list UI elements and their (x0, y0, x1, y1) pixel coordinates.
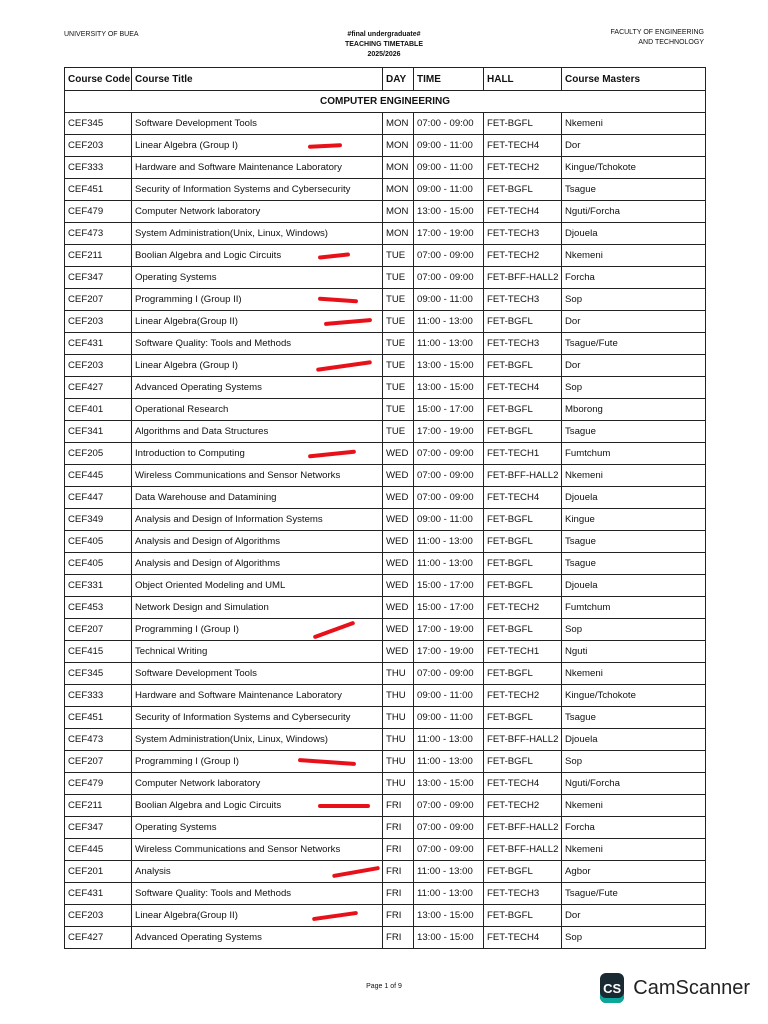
cell-course-masters: Djouela (562, 223, 706, 245)
cell-course-masters: Dor (562, 311, 706, 333)
cell-course-masters: Dor (562, 355, 706, 377)
cell-day: TUE (383, 399, 414, 421)
cell-course-title: Advanced Operating Systems (132, 377, 383, 399)
table-row (65, 641, 706, 663)
table-row (65, 619, 706, 641)
cell-day: MON (383, 201, 414, 223)
cell-hall: FET-TECH2 (484, 685, 562, 707)
cell-course-masters: Nkemeni (562, 465, 706, 487)
cell-course-code: CEF207 (65, 751, 132, 773)
cell-course-title: Computer Network laboratory (132, 201, 383, 223)
cell-course-masters: Tsague/Fute (562, 883, 706, 905)
cell-course-code: CEF405 (65, 531, 132, 553)
cell-time: 09:00 - 11:00 (414, 289, 484, 311)
cell-hall: FET-BGFL (484, 751, 562, 773)
faculty-line-2: AND TECHNOLOGY (638, 39, 704, 46)
cell-day: TUE (383, 355, 414, 377)
cell-course-masters: Agbor (562, 861, 706, 883)
camscanner-watermark (600, 968, 750, 1008)
table-row (65, 245, 706, 267)
table-row (65, 487, 706, 509)
cell-course-title: Computer Network laboratory (132, 773, 383, 795)
cell-course-masters: Djouela (562, 487, 706, 509)
cell-time: 09:00 - 11:00 (414, 685, 484, 707)
cell-course-code: CEF347 (65, 267, 132, 289)
cell-hall: FET-BFF-HALL2 (484, 267, 562, 289)
cell-course-masters: Sop (562, 289, 706, 311)
cell-course-code: CEF415 (65, 641, 132, 663)
cell-time: 17:00 - 19:00 (414, 641, 484, 663)
cell-hall: FET-BGFL (484, 905, 562, 927)
section-title: COMPUTER ENGINEERING (65, 91, 706, 113)
cell-course-title: Linear Algebra (Group I) (132, 355, 383, 377)
table-row (65, 883, 706, 905)
cell-course-masters: Tsague (562, 707, 706, 729)
red-pen-mark (316, 360, 372, 372)
cell-course-title: Software Quality: Tools and Methods (132, 333, 383, 355)
cell-hall: FET-BGFL (484, 355, 562, 377)
cell-day: THU (383, 707, 414, 729)
faculty-line-1: FACULTY OF ENGINEERING (610, 29, 704, 36)
cell-hall: FET-TECH4 (484, 773, 562, 795)
cell-hall: FET-TECH3 (484, 289, 562, 311)
heading-line-3: 2025/2026 (367, 51, 401, 58)
cell-day: MON (383, 223, 414, 245)
red-pen-mark (318, 297, 358, 304)
cell-time: 11:00 - 13:00 (414, 553, 484, 575)
table-row (65, 509, 706, 531)
cell-day: TUE (383, 377, 414, 399)
table-row (65, 377, 706, 399)
table-row (65, 289, 706, 311)
cell-time: 07:00 - 09:00 (414, 443, 484, 465)
cell-hall: FET-BGFL (484, 311, 562, 333)
cell-day: WED (383, 487, 414, 509)
cell-course-masters: Nkemeni (562, 113, 706, 135)
cell-course-masters: Sop (562, 377, 706, 399)
cell-course-masters: Sop (562, 927, 706, 949)
cell-course-masters: Djouela (562, 575, 706, 597)
cell-course-code: CEF333 (65, 685, 132, 707)
cell-course-code: CEF203 (65, 355, 132, 377)
red-pen-mark (312, 911, 358, 921)
cell-day: FRI (383, 883, 414, 905)
column-header-time: TIME (414, 68, 484, 91)
table-row (65, 927, 706, 949)
timetable-heading (284, 30, 484, 60)
cell-course-title: Analysis and Design of Information Systems (132, 509, 383, 531)
cell-course-code: CEF201 (65, 861, 132, 883)
cell-hall: FET-TECH4 (484, 487, 562, 509)
cell-course-code: CEF451 (65, 179, 132, 201)
cell-day: MON (383, 157, 414, 179)
cell-hall: FET-BFF-HALL2 (484, 729, 562, 751)
cell-course-masters: Nguti/Forcha (562, 201, 706, 223)
cell-course-masters: Forcha (562, 817, 706, 839)
cell-day: WED (383, 465, 414, 487)
cell-day: FRI (383, 927, 414, 949)
cell-hall: FET-BFF-HALL2 (484, 817, 562, 839)
cell-course-masters: Fumtchum (562, 597, 706, 619)
red-pen-mark (324, 318, 372, 326)
cell-course-title: Wireless Communications and Sensor Networks (132, 839, 383, 861)
table-row (65, 201, 706, 223)
cell-course-code: CEF479 (65, 201, 132, 223)
table-row (65, 751, 706, 773)
cell-course-code: CEF445 (65, 465, 132, 487)
cell-time: 13:00 - 15:00 (414, 201, 484, 223)
cell-time: 09:00 - 11:00 (414, 509, 484, 531)
cell-time: 09:00 - 11:00 (414, 707, 484, 729)
cell-course-masters: Tsague (562, 531, 706, 553)
red-pen-mark (318, 804, 370, 808)
red-pen-mark (308, 143, 342, 149)
cell-hall: FET-BGFL (484, 553, 562, 575)
heading-line-2: TEACHING TIMETABLE (344, 41, 424, 48)
cell-course-title: Linear Algebra(Group II) (132, 905, 383, 927)
cell-course-masters: Sop (562, 751, 706, 773)
table-row (65, 421, 706, 443)
cell-hall: FET-TECH2 (484, 245, 562, 267)
cell-course-title: Wireless Communications and Sensor Networks (132, 465, 383, 487)
table-row (65, 135, 706, 157)
cell-course-title: Software Quality: Tools and Methods (132, 883, 383, 905)
cell-course-title: Hardware and Software Maintenance Laboratory (132, 157, 383, 179)
cell-time: 09:00 - 11:00 (414, 157, 484, 179)
camscanner-text: CamScanner (633, 976, 750, 999)
timetable-table (64, 67, 706, 949)
cell-course-code: CEF347 (65, 817, 132, 839)
cell-course-code: CEF431 (65, 883, 132, 905)
cell-hall: FET-BFF-HALL2 (484, 839, 562, 861)
cell-course-code: CEF333 (65, 157, 132, 179)
cell-hall: FET-TECH1 (484, 443, 562, 465)
table-row (65, 817, 706, 839)
cell-course-masters: Nkemeni (562, 663, 706, 685)
table-row (65, 861, 706, 883)
cell-time: 11:00 - 13:00 (414, 751, 484, 773)
table-row (65, 795, 706, 817)
cell-time: 11:00 - 13:00 (414, 883, 484, 905)
cell-hall: FET-TECH2 (484, 795, 562, 817)
section-row (65, 91, 706, 113)
cell-course-masters: Dor (562, 905, 706, 927)
cell-day: THU (383, 663, 414, 685)
cell-day: TUE (383, 421, 414, 443)
red-pen-mark (332, 866, 380, 878)
cell-time: 09:00 - 11:00 (414, 135, 484, 157)
cell-course-code: CEF447 (65, 487, 132, 509)
cell-course-code: CEF453 (65, 597, 132, 619)
cell-course-masters: Djouela (562, 729, 706, 751)
cell-course-code: CEF331 (65, 575, 132, 597)
cell-time: 13:00 - 15:00 (414, 773, 484, 795)
cell-course-masters: Nkemeni (562, 795, 706, 817)
cell-day: WED (383, 443, 414, 465)
cell-course-code: CEF431 (65, 333, 132, 355)
cell-course-masters: Nguti (562, 641, 706, 663)
cell-course-title: Operational Research (132, 399, 383, 421)
cell-course-title: Analysis and Design of Algorithms (132, 531, 383, 553)
cell-course-title: Operating Systems (132, 267, 383, 289)
cell-time: 07:00 - 09:00 (414, 817, 484, 839)
heading-line-1: #final undergraduate# (347, 31, 421, 38)
cell-course-code: CEF479 (65, 773, 132, 795)
cell-time: 13:00 - 15:00 (414, 905, 484, 927)
cell-day: FRI (383, 839, 414, 861)
cell-course-title: System Administration(Unix, Linux, Windows) (132, 729, 383, 751)
cell-time: 17:00 - 19:00 (414, 223, 484, 245)
cell-course-masters: Tsague (562, 179, 706, 201)
cell-day: MON (383, 113, 414, 135)
cell-course-title: Analysis and Design of Algorithms (132, 553, 383, 575)
cell-time: 17:00 - 19:00 (414, 421, 484, 443)
cell-course-title: Programming I (Group I) (132, 619, 383, 641)
cell-course-title: Technical Writing (132, 641, 383, 663)
cell-time: 11:00 - 13:00 (414, 333, 484, 355)
cell-course-title: Programming I (Group I) (132, 751, 383, 773)
camscanner-logo-icon: CS (600, 973, 624, 1003)
cell-course-code: CEF203 (65, 135, 132, 157)
cell-day: WED (383, 575, 414, 597)
cell-course-code: CEF451 (65, 707, 132, 729)
cell-day: FRI (383, 861, 414, 883)
cell-time: 15:00 - 17:00 (414, 399, 484, 421)
cell-day: THU (383, 751, 414, 773)
cell-hall: FET-BGFL (484, 619, 562, 641)
cell-course-title: Software Development Tools (132, 113, 383, 135)
cell-day: WED (383, 597, 414, 619)
table-row (65, 333, 706, 355)
cell-hall: FET-TECH2 (484, 597, 562, 619)
cell-course-title: Data Warehouse and Datamining (132, 487, 383, 509)
cell-course-title: Hardware and Software Maintenance Laboratory (132, 685, 383, 707)
cell-course-masters: Sop (562, 619, 706, 641)
cell-hall: FET-TECH1 (484, 641, 562, 663)
table-row (65, 773, 706, 795)
table-row (65, 597, 706, 619)
cell-time: 11:00 - 13:00 (414, 729, 484, 751)
cell-course-title: Advanced Operating Systems (132, 927, 383, 949)
table-row (65, 113, 706, 135)
cell-course-masters: Forcha (562, 267, 706, 289)
cell-day: TUE (383, 245, 414, 267)
cell-hall: FET-TECH3 (484, 223, 562, 245)
cell-hall: FET-BGFL (484, 663, 562, 685)
red-pen-mark (298, 758, 356, 766)
cell-course-code: CEF427 (65, 927, 132, 949)
cell-time: 07:00 - 09:00 (414, 267, 484, 289)
cell-time: 13:00 - 15:00 (414, 927, 484, 949)
cell-day: WED (383, 531, 414, 553)
table-row (65, 839, 706, 861)
cell-time: 07:00 - 09:00 (414, 465, 484, 487)
cell-day: THU (383, 685, 414, 707)
table-row (65, 311, 706, 333)
cell-course-code: CEF205 (65, 443, 132, 465)
table-row (65, 443, 706, 465)
cell-hall: FET-BGFL (484, 861, 562, 883)
cell-day: THU (383, 729, 414, 751)
page-number: Page 1 of 9 (366, 983, 402, 990)
cell-course-title: System Administration(Unix, Linux, Windows) (132, 223, 383, 245)
table-row (65, 223, 706, 245)
cell-course-title: Network Design and Simulation (132, 597, 383, 619)
table-row (65, 157, 706, 179)
cell-course-title: Introduction to Computing (132, 443, 383, 465)
cell-time: 17:00 - 19:00 (414, 619, 484, 641)
faculty-name (560, 28, 704, 48)
cell-hall: FET-BGFL (484, 113, 562, 135)
cell-hall: FET-BGFL (484, 421, 562, 443)
cell-day: WED (383, 641, 414, 663)
cell-course-title: Boolian Algebra and Logic Circuits (132, 245, 383, 267)
cell-course-masters: Kingue/Tchokote (562, 685, 706, 707)
cell-day: WED (383, 509, 414, 531)
cell-course-code: CEF445 (65, 839, 132, 861)
university-name: UNIVERSITY OF BUEA (64, 31, 139, 38)
cell-course-masters: Fumtchum (562, 443, 706, 465)
cell-course-code: CEF341 (65, 421, 132, 443)
cell-course-title: Security of Information Systems and Cybersecurity (132, 179, 383, 201)
table-row (65, 267, 706, 289)
cell-course-title: Linear Algebra(Group II) (132, 311, 383, 333)
cell-course-title: Object Oriented Modeling and UML (132, 575, 383, 597)
cell-course-code: CEF401 (65, 399, 132, 421)
cell-time: 15:00 - 17:00 (414, 575, 484, 597)
table-row (65, 355, 706, 377)
cell-time: 07:00 - 09:00 (414, 487, 484, 509)
cell-course-title: Analysis (132, 861, 383, 883)
cell-course-code: CEF207 (65, 619, 132, 641)
cell-course-title: Boolian Algebra and Logic Circuits (132, 795, 383, 817)
cell-hall: FET-TECH3 (484, 333, 562, 355)
column-header-course-masters: Course Masters (562, 68, 706, 91)
cell-day: TUE (383, 267, 414, 289)
cell-hall: FET-TECH3 (484, 883, 562, 905)
cell-hall: FET-BGFL (484, 575, 562, 597)
table-row (65, 685, 706, 707)
cell-course-masters: Kingue/Tchokote (562, 157, 706, 179)
cell-course-title: Operating Systems (132, 817, 383, 839)
cell-course-masters: Tsague/Fute (562, 333, 706, 355)
cell-day: MON (383, 179, 414, 201)
column-header-day: DAY (383, 68, 414, 91)
cell-course-title: Linear Algebra (Group I) (132, 135, 383, 157)
cell-time: 07:00 - 09:00 (414, 795, 484, 817)
column-header-hall: HALL (484, 68, 562, 91)
cell-course-code: CEF345 (65, 663, 132, 685)
cell-day: THU (383, 773, 414, 795)
cell-course-code: CEF207 (65, 289, 132, 311)
cell-hall: FET-BGFL (484, 509, 562, 531)
cell-hall: FET-TECH4 (484, 927, 562, 949)
cell-day: MON (383, 135, 414, 157)
table-row (65, 531, 706, 553)
cell-course-masters: Nkemeni (562, 245, 706, 267)
cell-time: 07:00 - 09:00 (414, 663, 484, 685)
cell-course-masters: Dor (562, 135, 706, 157)
cell-course-code: CEF211 (65, 795, 132, 817)
cell-course-code: CEF405 (65, 553, 132, 575)
cell-course-code: CEF211 (65, 245, 132, 267)
cell-hall: FET-BFF-HALL2 (484, 465, 562, 487)
cell-hall: FET-BGFL (484, 399, 562, 421)
table-row (65, 553, 706, 575)
cell-course-masters: Nkemeni (562, 839, 706, 861)
cell-course-masters: Mborong (562, 399, 706, 421)
table-row (65, 729, 706, 751)
cell-time: 07:00 - 09:00 (414, 245, 484, 267)
cell-hall: FET-TECH4 (484, 135, 562, 157)
table-row (65, 465, 706, 487)
cell-time: 11:00 - 13:00 (414, 311, 484, 333)
cell-course-code: CEF203 (65, 311, 132, 333)
table-row (65, 179, 706, 201)
cell-course-title: Security of Information Systems and Cybersecurity (132, 707, 383, 729)
cell-time: 07:00 - 09:00 (414, 113, 484, 135)
table-row (65, 399, 706, 421)
cell-course-masters: Nguti/Forcha (562, 773, 706, 795)
table-row (65, 905, 706, 927)
table-row (65, 707, 706, 729)
table-row (65, 663, 706, 685)
cell-day: FRI (383, 905, 414, 927)
cell-time: 13:00 - 15:00 (414, 377, 484, 399)
cell-day: WED (383, 619, 414, 641)
cell-course-masters: Kingue (562, 509, 706, 531)
cell-day: FRI (383, 817, 414, 839)
cell-course-masters: Tsague (562, 421, 706, 443)
cell-hall: FET-TECH2 (484, 157, 562, 179)
cell-course-masters: Tsague (562, 553, 706, 575)
cell-time: 13:00 - 15:00 (414, 355, 484, 377)
cell-time: 09:00 - 11:00 (414, 179, 484, 201)
cell-day: FRI (383, 795, 414, 817)
cell-course-title: Programming I (Group II) (132, 289, 383, 311)
cell-hall: FET-TECH4 (484, 201, 562, 223)
cell-course-code: CEF427 (65, 377, 132, 399)
cell-day: TUE (383, 311, 414, 333)
cell-course-code: CEF203 (65, 905, 132, 927)
column-header-course-title: Course Title (132, 68, 383, 91)
red-pen-mark (313, 621, 356, 640)
cell-hall: FET-TECH4 (484, 377, 562, 399)
cell-course-code: CEF473 (65, 729, 132, 751)
cell-course-title: Algorithms and Data Structures (132, 421, 383, 443)
cell-hall: FET-BGFL (484, 531, 562, 553)
table-row (65, 575, 706, 597)
column-header-course-code: Course Code (65, 68, 132, 91)
cell-time: 11:00 - 13:00 (414, 861, 484, 883)
cell-time: 07:00 - 09:00 (414, 839, 484, 861)
cell-course-code: CEF349 (65, 509, 132, 531)
cell-course-code: CEF345 (65, 113, 132, 135)
cell-day: WED (383, 553, 414, 575)
cell-day: TUE (383, 333, 414, 355)
table-header-row (65, 68, 706, 91)
cell-course-title: Software Development Tools (132, 663, 383, 685)
red-pen-mark (308, 450, 356, 459)
red-pen-mark (318, 252, 350, 259)
cell-course-code: CEF473 (65, 223, 132, 245)
cell-day: TUE (383, 289, 414, 311)
cell-time: 11:00 - 13:00 (414, 531, 484, 553)
cell-hall: FET-BGFL (484, 707, 562, 729)
cell-hall: FET-BGFL (484, 179, 562, 201)
cell-time: 15:00 - 17:00 (414, 597, 484, 619)
